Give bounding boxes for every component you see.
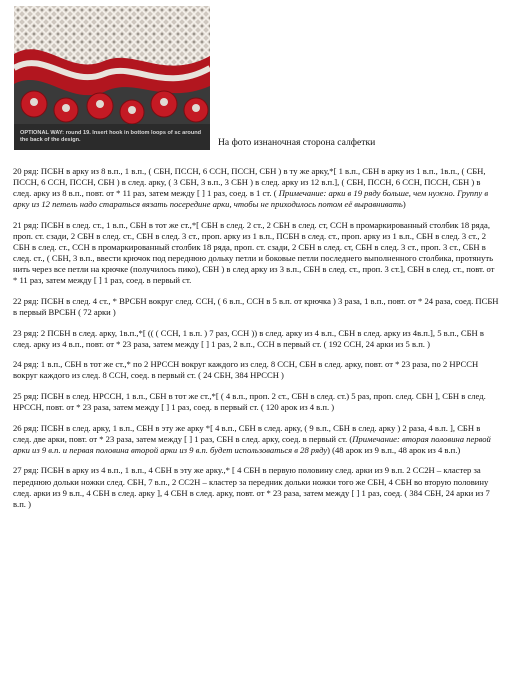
row-text: 27 ряд: ПСБН в арку из 4 в.п., 1 в.п., 4 СБН в эту же арку.,* [ 4 СБН в первую половину след. арки из 9 в.п. 2 СС2Н – кластер за переднюю дольки ножки след. СБН, 7 в.п., 2 СС2Н – кластер за передник дольки ножки того же СБН, 4 СБН во вторую половину след. арки из 9 в.п., 4 СБН в след. арку ], 4 СБН в след. арку, повт. от * 23 раза, затем между [ ] 1 раз, соед. ( 384 СБН, 24 арки из 7 в.п. ) [13,465,490,509]
row-text: ) (48 арок из 9 в.п., 48 арок из 4 в.п.) [327,444,461,455]
row-text: 23 ряд: 2 ПСБН в след. арку, 1в.п.,*[ (( ( ССН, 1 в.п. ) 7 раз, ССН )) в след. арку из 4 в.п., СБН в след. арку из 4в.п.], 5 в.п., СБН в след. арку из 4 в.п., повт. от * 23 раза, затем между [ ] 1 раз, 2 в.п., ССН в первый ст. ( 192 ССН, 24 арки из 5 в.п. ) [13,327,484,349]
pattern-row-24 [13,359,499,381]
pattern-row-20 [13,166,499,210]
pattern-row-27 [13,465,499,509]
pattern-text [13,166,499,519]
note-text: Примечание: вторая половина первой арки из 9 в.п. и первая половина второй арки из 9 в.п. будет использоваться в 28 ряду [13,433,491,455]
row-text: 26 ряд: ПСБН в след. арку, 1 в.п., СБН в эту же арку *[ 4 в.п., СБН в след. арку, ( 9 в.п., СБН в след. арку ) 2 раза, 4 в.п. ], СБН в след. две арки, повт. от * 23 раза, затем между [ ] 1 раз, СБН в след. арку, соед. в первый ст. ( [13,422,481,444]
row-text: 21 ряд: ПСБН в след. ст., 1 в.п., СБН в тот же ст.,*[ СБН в след. 2 ст., 2 СБН в след. ст, ССН в промаркированный столбик 18 ряда, проп. ст. сзади, 2 СБН в след. ст., СБН в след. 3 ст., проп. арку из 1 в.п., ПСБН в след. ст., проп. арку из 1 в.п., СБН в след. 3 ст., 2 СБН в след. ст., ССН в промаркированный столбик 18 ряда, проп. ст. сзади, 2 СБН в след. ст, СБН в след. 3 ст., проп. 3 ст., СБН в след. ст., ( СБН, 3 в.п., ввести крючок под переднюю дольку петли и боковые петли последнего выполненного столбика, протянуть нить через все петли на крючке (получилось пико), СБН ) в след арку из 3 в.п., СБН в след. ст., проп. 3 ст.], СБН в след. ст., повт. от * 11 раз, затем между [ ] 1 раз, соед. в первый ст. [13,219,495,286]
note-text: Примечание: арки в 19 ряду больше, чем нужно. Группу в арку из 12 петель надо стараться вязать посередине арки, чтобы не приходилось потом её выравнивать [13,188,489,210]
row-text: 20 ряд: ПСБН в арку из 8 в.п., 1 в.п., ( СБН, ПССН, 6 ССН, ПССН, СБН ) в ту же арку,*[ 1 в.п., СБН в арку из 1 в.п., 1в.п., ( СБН, ПССН, 6 ССН, ПССН, СБН ) в след. арку, ( 3 СБН, 3 в.п., 3 СБН ) в след. арку из 12 в.п.], ( СБН, ПССН, 6 ССН, ПССН, СБН ) в след. арку из 8 в.п., повт. от * 11 раз, затем между [ ] 1 раз, соед. в 1 ст. ( [13,166,486,199]
row-text: 25 ряд: ПСБН в след. НРССН, 1 в.п., СБН в тот же ст.,*[ ( 4 в.п., проп. 2 ст., СБН в след. ст.) 5 раз, проп. след. СБН ], СБН в след. НРССН, повт. от * 23 раза, затем между [ ] 1 раз, соед. в первый ст. ( 120 арок из 4 в.п. ) [13,391,486,413]
doily-image [14,6,210,150]
doily-photo [14,6,210,150]
photo-overlay-caption: OPTIONAL WAY: round 19. Insert hook in bottom loops of sc around the back of the design. [20,130,202,143]
row-text: 22 ряд: ПСБН в след. 4 ст., * ВРСБН вокруг след. ССН, ( 6 в.п., ССН в 5 в.п. от крючка ) 3 раза, 1 в.п., повт. от * 24 раза, соед. ПСБН в первый ВРСБН ( 72 арки ) [13,295,499,318]
pattern-row-23 [13,328,499,350]
photo-caption: На фото изнаночная сторона салфетки [218,137,376,148]
row-text: 24 ряд: 1 в.п., СБН в тот же ст.,* по 2 НРССН вокруг каждого из след. 8 ССН, СБН в след. арку, повт. от * 23 раза, по 2 НРССН вокруг каждого из след. 8 ССН, соед. в первый ст. ( 24 СБН, 384 НРССН ) [13,359,479,381]
pattern-row-21 [13,220,499,287]
row-text: ) [402,199,406,210]
pattern-row-25 [13,391,499,413]
pattern-row-26 [13,423,499,456]
pattern-row-22 [13,296,499,318]
